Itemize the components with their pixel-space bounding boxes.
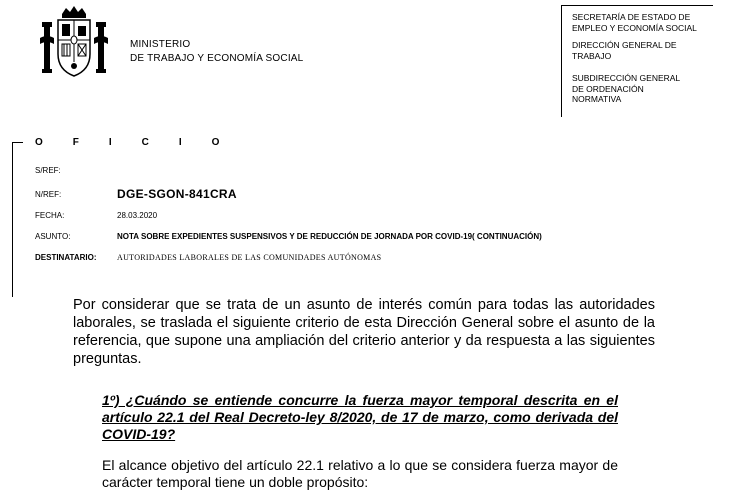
- box-line7: NORMATIVA: [572, 94, 622, 104]
- asunto-value: NOTA SOBRE EXPEDIENTES SUSPENSIVOS Y DE REDUCCIÓN DE JORNADA POR COVID-19( CONTINUACIÓN): [117, 232, 542, 241]
- asunto-label: ASUNTO:: [35, 232, 71, 241]
- fecha-label: FECHA:: [35, 211, 65, 220]
- box-line2: EMPLEO Y ECONOMÍA SOCIAL: [572, 22, 697, 33]
- box-line6: DE ORDENACIÓN: [572, 83, 644, 94]
- box-line4: TRABAJO: [572, 50, 612, 61]
- box-line5: SUBDIRECCIÓN GENERAL: [572, 73, 681, 83]
- destinatario-label: DESTINATARIO:: [35, 253, 97, 262]
- sref-label: S/REF:: [35, 166, 61, 175]
- oficio-title: OFICIO: [35, 137, 250, 148]
- coat-of-arms-icon: [40, 4, 108, 80]
- department-box: [561, 5, 713, 117]
- question-1: 1º) ¿Cuándo se entiende concurre la fuerza mayor temporal descrita en el artículo 22.1 del Real Decreto-ley 8/2020, de 17 de marzo, como derivada del COVID-19?: [102, 392, 618, 442]
- nref-value: DGE-SGON-841CRA: [117, 187, 237, 201]
- nref-label: N/REF:: [35, 190, 62, 199]
- answer-1: El alcance objetivo del artículo 22.1 relativo a lo que se considera fuerza mayor de carácter temporal tiene un doble propósito:: [102, 457, 618, 490]
- box-line1: SECRETARÍA DE ESTADO DE: [572, 12, 691, 22]
- destinatario-value: AUTORIDADES LABORALES DE LAS COMUNIDADES AUTÓNOMAS: [117, 253, 382, 262]
- ministry-line1: MINISTERIO: [130, 39, 191, 50]
- fecha-value: 28.03.2020: [117, 211, 158, 220]
- box-line3: DIRECCIÓN GENERAL DE: [572, 40, 677, 50]
- ministry-name: [130, 38, 303, 66]
- oficio-bracket: [12, 142, 23, 297]
- intro-paragraph: Por considerar que se trata de un asunto de interés común para todas las autoridades laborales, se traslada el siguiente criterio de esta Dirección General sobre el asunto de la referencia, que supone una ampliación del criterio anterior y da respuesta a las siguientes preguntas.: [73, 297, 655, 367]
- ministry-line2: DE TRABAJO Y ECONOMÍA SOCIAL: [130, 53, 304, 64]
